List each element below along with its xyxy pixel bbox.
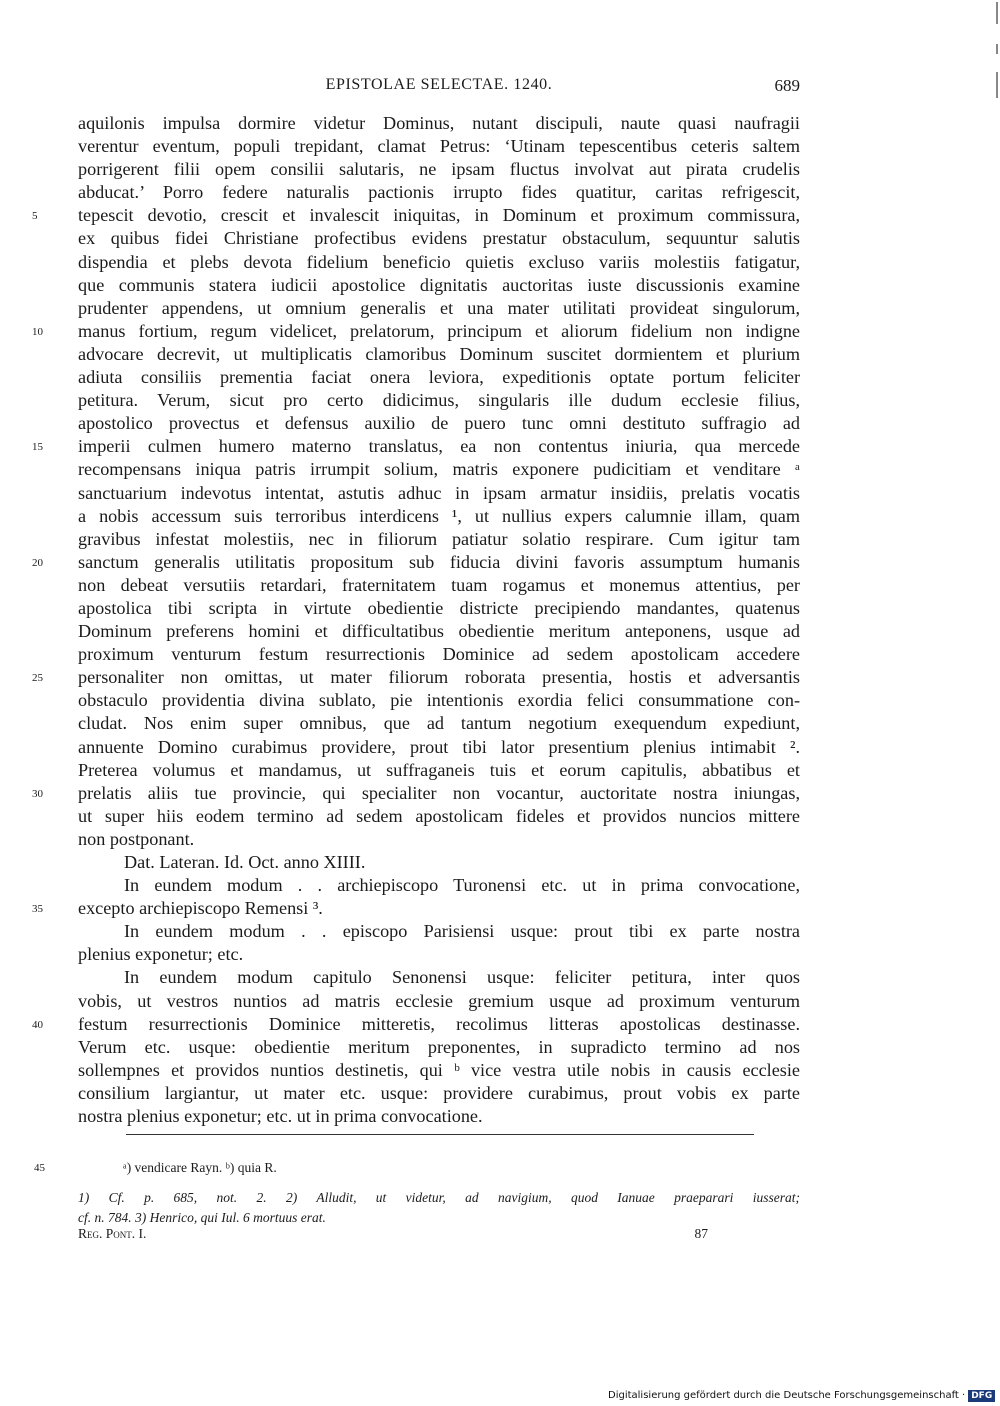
- line-text: prelatis aliis tue provincie, qui specialiter non vocantur, auctoritate nostra iniungas,: [78, 782, 800, 803]
- line-text: Preterea volumus et mandamus, ut suffraganeis tuis et eorum capitulis, abbatibus et: [78, 759, 800, 780]
- line-text: dispendia et plebs devota fidelium beneficio quietis excluso variis molestiis fatigatur,: [78, 251, 800, 272]
- line-text: gravibus infestat molestiis, nec in filiorum patiatur solatio respirare. Cum igitur tam: [78, 528, 800, 549]
- scan-edge-mark: [996, 44, 998, 54]
- text-line: [78, 158, 800, 181]
- text-line: [78, 528, 800, 551]
- line-text: nostra plenius exponetur; etc. ut in prima convocatione.: [78, 1106, 483, 1127]
- text-line: [78, 412, 800, 435]
- text-line: [32, 897, 800, 920]
- line-text: aquilonis impulsa dormire videtur Dominus, nutant discipuli, naute quasi naufragii: [78, 113, 800, 133]
- apparatus-note: ᵃ) vendicare Rayn. ᵇ) quia R.: [123, 1160, 277, 1175]
- text-line: [78, 943, 800, 966]
- footnotes: [78, 1188, 800, 1228]
- line-number: 5: [32, 210, 38, 223]
- text-line: [78, 274, 800, 297]
- text-line: [78, 181, 800, 204]
- line-text: excepto archiepiscopo Remensi ³.: [78, 898, 323, 919]
- text-line: [78, 1082, 800, 1105]
- dfg-logo: DFG: [968, 1390, 995, 1402]
- text-line: [78, 805, 800, 828]
- line-text: sanctuarium indevotus intentat, astutis adhuc in ipsam armatur insidiis, prelatis vocatis: [78, 482, 800, 503]
- text-line: [78, 689, 800, 712]
- line-text: verentur eventum, populi trepidant, clamat Petrus: ‘Utinam tepescentibus ceteris saltem: [78, 136, 800, 157]
- line-text: prudenter appendens, ut omnium generalis et una mater utilitati provideat singulorum,: [78, 297, 800, 318]
- page-number: 689: [774, 76, 800, 95]
- line-text: non debeat versutiis retardari, fraternitatem tuam rogamus et monemus attentius, per: [78, 574, 800, 595]
- text-line: [78, 389, 800, 412]
- line-text: abducat.’ Porro federe naturalis pactionis irrupto fides quatitur, caritas refrigescit,: [78, 182, 800, 203]
- scan-edge-mark: [996, 72, 998, 98]
- line-text: recompensans iniqua patris irrumpit solium, matris exponere pudicitiam et venditare ᵃ: [78, 459, 800, 480]
- line-text: consilium largiantur, ut mater etc. usque: providere curabimus, prout vobis ex parte: [78, 1082, 800, 1103]
- text-line: [78, 112, 800, 135]
- line-number: 35: [32, 903, 43, 916]
- line-number: 10: [32, 325, 43, 338]
- line-text: Verum etc. usque: obedientie meritum preponentes, in supradicto termino ad nos: [78, 1036, 800, 1057]
- line-number: 45: [34, 1162, 45, 1174]
- credit-text: Digitalisierung gefördert durch die Deutsche Forschungsgemeinschaft ·: [608, 1390, 966, 1401]
- line-text: manus fortium, regum videlicet, prelatorum, principum et aliorum fidelium non indigne: [78, 320, 800, 341]
- line-text: apostolica tibi scripta in virtute obedientie districte precipiendo mandantes, quatenus: [78, 597, 800, 618]
- line-text: obstaculo providentia divina sublato, pie intentionis exordia felici consummatione con-: [78, 690, 800, 711]
- running-head: [78, 76, 800, 100]
- signature-number: 87: [694, 1226, 708, 1241]
- line-text: advocare decrevit, ut multiplicatis clamoribus Dominum suscitet dormientem et plurium: [78, 343, 800, 364]
- footnote-line: 1) Cf. p. 685, not. 2. 2) Alludit, ut videtur, ad navigium, quod Ianuae praeparari iusserat;: [78, 1190, 800, 1205]
- line-text: Dat. Lateran. Id. Oct. anno XIIII.: [124, 852, 366, 872]
- text-line: [32, 551, 800, 574]
- text-line: [78, 851, 800, 874]
- line-number: 20: [32, 556, 43, 569]
- line-text: imperii culmen humero materno translatus, ea non contentus iniuria, qua mercede: [78, 436, 800, 457]
- text-line: [78, 458, 800, 481]
- text-line: [78, 505, 800, 528]
- line-text: que communis statera iudicii apostolice dignitatis auctoritas iuste discussionis examine: [78, 274, 800, 295]
- line-text: ut super hiis eodem termino ad sedem apostolicam fideles et providos nuncios mittere: [78, 805, 800, 826]
- line-text: porrigerent filii opem consilii salutaris, ne ipsam fluctus involvat aut pirata crudelis: [78, 159, 800, 180]
- footnote-rule: [126, 1134, 754, 1135]
- line-text: petitura. Verum, sicut pro certo didicimus, singularis ille dudum ecclesie filius,: [78, 390, 800, 411]
- footnote-apparatus: [34, 1158, 800, 1178]
- text-line: [78, 759, 800, 782]
- text-line: [78, 227, 800, 250]
- text-line: [78, 135, 800, 158]
- signature-mark: Reg. Pont. I.: [78, 1226, 147, 1241]
- text-line: [32, 204, 800, 227]
- text-line: [78, 297, 800, 320]
- text-line: [78, 1036, 800, 1059]
- line-text: apostolico provectus et defensus auxilio de puero tunc omni destituto suffragio ad: [78, 413, 800, 434]
- digitization-credit: [608, 1390, 995, 1402]
- scan-edge-mark: [996, 2, 998, 24]
- running-title: EPISTOLAE SELECTAE. 1240.: [325, 76, 553, 93]
- text-line: [78, 597, 800, 620]
- line-text: non postponant.: [78, 828, 195, 849]
- text-line: [78, 966, 800, 989]
- text-line: [78, 482, 800, 505]
- text-line: [32, 1013, 800, 1036]
- text-line: [78, 643, 800, 666]
- line-text: sanctum generalis utilitatis propositum sub fiducia divini favoris assumptum humanis: [78, 551, 800, 572]
- line-text: personaliter non omittas, ut mater filiorum roborata presentia, hostis et adversantis: [78, 667, 800, 688]
- text-line: [78, 990, 800, 1013]
- text-line: [78, 1059, 800, 1082]
- text-line: [32, 435, 800, 458]
- text-line: [78, 1105, 800, 1128]
- text-line: [78, 366, 800, 389]
- line-text: a nobis accessum suis terroribus interdicens ¹, ut nullius expers calumnie illam, quam: [78, 505, 800, 526]
- body-text: [32, 112, 800, 1128]
- footnote-line: cf. n. 784. 3) Henrico, qui Iul. 6 mortuus erat.: [78, 1210, 326, 1225]
- line-text: In eundem modum . . archiepiscopo Turonensi etc. ut in prima convocatione,: [124, 875, 800, 896]
- line-text: plenius exponetur; etc.: [78, 944, 244, 965]
- line-text: tepescit devotio, crescit et invalescit iniquitas, in Dominum et proximum commissura,: [78, 205, 800, 226]
- line-text: vobis, ut vestros nuntios ad matris ecclesie gremium usque ad proximum venturum: [78, 990, 800, 1011]
- text-line: [78, 343, 800, 366]
- line-text: In eundem modum . . episcopo Parisiensi usque: prout tibi ex parte nostra: [124, 921, 800, 942]
- line-text: annuente Domino curabimus providere, prout tibi lator presentium plenius intimabit ².: [78, 736, 800, 757]
- text-line: [78, 574, 800, 597]
- text-line: [32, 782, 800, 805]
- line-number: 30: [32, 787, 43, 800]
- line-text: sollempnes et providos nuntios destinetis, qui ᵇ vice vestra utile nobis in causis ecclesie: [78, 1059, 800, 1080]
- text-line: [78, 874, 800, 897]
- line-text: cludat. Nos enim super omnibus, que ad tantum negotium exequendum expediunt,: [78, 713, 800, 734]
- text-line: [32, 320, 800, 343]
- line-text: adiuta consiliis prementia faciat onera leviora, expeditionis optate portum feliciter: [78, 367, 800, 388]
- line-text: ex quibus fidei Christiane profectibus evidens prestatur obstaculum, sequuntur salutis: [78, 228, 800, 249]
- text-line: [78, 828, 800, 851]
- text-line: [78, 251, 800, 274]
- text-line: [78, 620, 800, 643]
- line-number: 15: [32, 441, 43, 454]
- line-number: 25: [32, 672, 43, 685]
- text-line: [78, 736, 800, 759]
- text-line: [32, 666, 800, 689]
- line-text: In eundem modum capitulo Senonensi usque: feliciter petitura, inter quos: [124, 967, 800, 988]
- line-text: festum resurrectionis Dominice mitteretis, recolimus litteras apostolicas destinasse.: [78, 1013, 800, 1034]
- text-line: [78, 712, 800, 735]
- line-text: Dominum preferens homini et difficultatibus obedientie meritum anteponens, usque ad: [78, 621, 800, 642]
- line-number: 40: [32, 1018, 43, 1031]
- text-line: [78, 920, 800, 943]
- line-text: proximum venturum festum resurrectionis Dominice ad sedem apostolicam accedere: [78, 644, 800, 665]
